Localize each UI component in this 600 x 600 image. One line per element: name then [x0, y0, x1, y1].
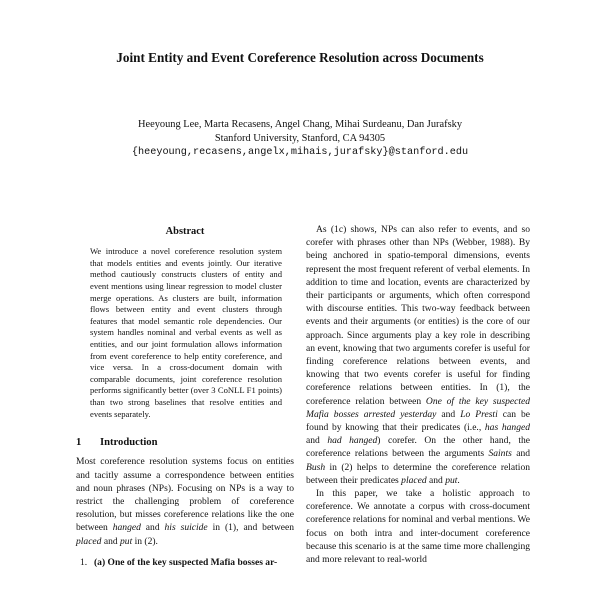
text-run: As (1c) shows, NPs can also refer to events, and so corefer with phrases other than NPs (Webber, 1988). By being anchored in spatio-temporal dimensions, events represent the most frequent referent of verbal elements. In addition to time and location, events are characterized by their participants or arguments, which often correspond with discourse entities. This two-way feedback between events and their arguments (or entities) is the core of our approach. Since arguments play a key role in describing an event, knowing that two arguments corefer is useful for finding coreference relations between events, and knowing that two events corefer is useful for finding coreference relations between entities. In (1), the coreference relation between — [306, 224, 530, 407]
emphasis: Lo Presti — [460, 408, 498, 420]
text-run: and — [140, 522, 165, 534]
emphasis: hanged — [112, 522, 141, 534]
right-column — [306, 223, 530, 566]
emphasis: had hanged — [327, 435, 378, 447]
author-emails: {heeyoung,recasens,angelx,mihais,jurafsky}@stanford.edu — [131, 147, 469, 158]
abstract-heading: Abstract — [165, 226, 205, 237]
left-column — [76, 225, 294, 569]
emphasis: One of the key suspected Mafia bosses arrested yesterday — [306, 395, 530, 420]
text-run: in (2). — [132, 535, 158, 547]
section-heading-introduction — [76, 436, 294, 449]
text-run: and — [426, 474, 446, 486]
text-run: and — [101, 535, 121, 547]
text-run: and — [306, 435, 328, 447]
emphasis: put — [120, 535, 133, 547]
emphasis: placed — [401, 474, 427, 486]
body-paragraph: In this paper, we take a holistic approach to coreference. We annotate a corpus with cross-document coreference relations for nominal and verbal mentions. We focus on both intra and inter-document coreference because this scenario is at the same time more challenging and more relevant to real-world — [306, 488, 530, 566]
emphasis: has hanged — [484, 422, 530, 434]
text-run: . — [457, 474, 460, 486]
author-block — [0, 118, 600, 160]
example-text: (a) One of the key suspected Mafia bosses ar- — [94, 556, 278, 568]
emphasis: his suicide — [164, 522, 208, 534]
text-run: can be found by knowing that their predicates (i.e., — [306, 408, 530, 434]
emphasis: placed — [76, 535, 102, 547]
section-number: 1 — [76, 437, 82, 449]
text-run: ) corefer. On the other hand, the coreference relations between the arguments — [306, 435, 531, 460]
body-paragraph — [306, 223, 530, 487]
affiliation: Stanford University, Stanford, CA 94305 — [214, 133, 386, 144]
intro-paragraph — [76, 455, 294, 547]
example-1 — [76, 556, 294, 569]
example-number: 1. — [80, 556, 88, 568]
text-run: and — [436, 408, 461, 420]
text-run: Most coreference resolution systems focus on entities and tacitly assume a correspondence between entities and noun phrases (NPs). Focusing on NPs is a way to restrict the challenging problem of coreference resolution, but misses coreference relations like the one between — [76, 456, 294, 534]
abstract-text: We introduce a novel coreference resolution system that models entities and events jointly. Our iterative method cautiously constructs clusters of entity and event mentions using linear regression to model cluster merge operations. As clusters are built, information flows between entity and event clusters through features that model semantic role dependencies. Our system handles nominal and verbal events as well as entities, and our joint formulation allows information from event coreference to help entity coreference, and vice versa. In a cross-document domain with comparable documents, joint coreference resolution performs significantly better (over 3 CoNLL F1 points) than two strong baselines that resolve entities and events separately. — [90, 246, 282, 419]
emphasis: put — [445, 474, 458, 486]
text-run: in (1), and between — [207, 522, 294, 534]
author-names: Heeyoung Lee, Marta Recasens, Angel Chang, Mihai Surdeanu, Dan Jurafsky — [137, 119, 463, 130]
emphasis: Saints — [488, 448, 512, 460]
text-run: and — [511, 448, 530, 460]
section-title: Introduction — [100, 437, 158, 449]
paper-title: Joint Entity and Event Coreference Resolution across Documents — [116, 50, 484, 65]
text-run: in (2) helps to determine the coreference relation between their predicates — [306, 461, 530, 486]
emphasis: Bush — [306, 461, 326, 473]
